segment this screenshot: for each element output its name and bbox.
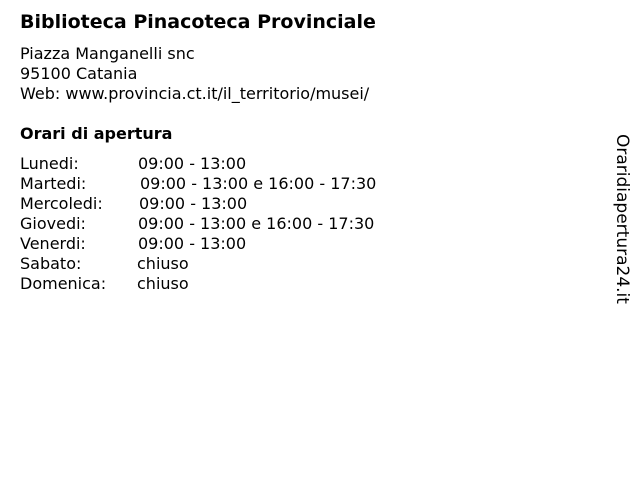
hours-row-martedi: [20, 174, 376, 194]
time-value: chiuso: [137, 254, 189, 273]
address-street: Piazza Manganelli snc: [20, 44, 195, 63]
day-label: Lunedi:: [20, 154, 79, 173]
time-value: 09:00 - 13:00: [139, 194, 248, 213]
time-value: 09:00 - 13:00: [138, 234, 247, 253]
page-title: Biblioteca Pinacoteca Provinciale: [20, 11, 376, 33]
hours-row-sabato: [20, 254, 376, 274]
time-value: 09:00 - 13:00: [138, 154, 247, 173]
address-block: [20, 44, 369, 104]
watermark-text: Oraridiapertura24.it: [612, 134, 632, 304]
day-label: Sabato:: [20, 254, 82, 273]
day-label: Giovedi:: [20, 214, 86, 233]
day-label: Mercoledi:: [20, 194, 103, 213]
day-label: Venerdi:: [20, 234, 86, 253]
address-city: 95100 Catania: [20, 64, 138, 83]
hours-table: [20, 154, 376, 294]
time-value: 09:00 - 13:00 e 16:00 - 17:30: [140, 174, 377, 193]
hours-row-domenica: [20, 274, 376, 294]
hours-row-giovedi: [20, 214, 376, 234]
hours-row-venerdi: [20, 234, 376, 254]
time-value: chiuso: [137, 274, 189, 293]
hours-heading: Orari di apertura: [20, 124, 173, 143]
address-web[interactable]: Web: www.provincia.ct.it/il_territorio/musei/: [20, 84, 370, 103]
day-label: Martedi:: [20, 174, 87, 193]
hours-row-mercoledi: [20, 194, 376, 214]
time-value: 09:00 - 13:00 e 16:00 - 17:30: [138, 214, 375, 233]
day-label: Domenica:: [20, 274, 107, 293]
watermark: [602, 134, 640, 314]
hours-row-lunedi: [20, 154, 376, 174]
